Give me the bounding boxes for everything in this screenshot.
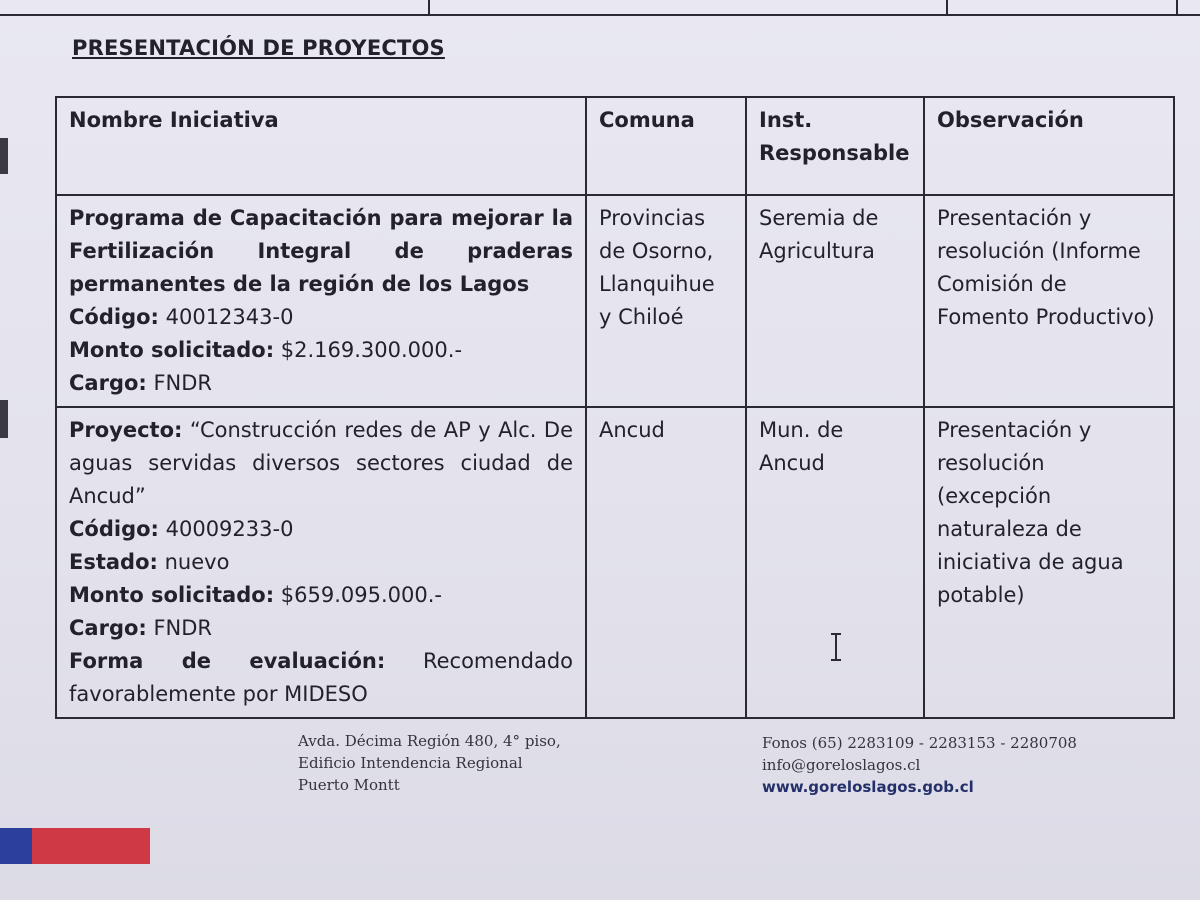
header-comuna: Comuna: [586, 97, 746, 195]
project-amount: Monto solicitado: $659.095.000.-: [69, 583, 442, 607]
project-title: Programa de Capacitación para mejorar la Fertilización Integral de praderas permanentes de la región de los Lagos: [69, 206, 573, 296]
project-title: Proyecto: “Construcción redes de AP y Alc. De aguas servidas diversos sectores ciudad de Ancud”: [69, 418, 573, 508]
cell-comuna: Provincias de Osorno, Llanquihue y Chiloé: [586, 195, 746, 407]
table-row: [56, 407, 1174, 718]
cell-iniciativa: [56, 407, 586, 718]
table-header-row: [56, 97, 1174, 195]
cell-observacion: Presentación y resolución (excepción naturaleza de iniciativa de agua potable): [924, 407, 1174, 718]
cell-institucion: Mun. de Ancud: [746, 407, 924, 718]
page-edge-mark: [0, 400, 8, 438]
footer-phones: Fonos (65) 2283109 - 2283153 - 2280708: [762, 734, 1077, 752]
header-nombre: Nombre Iniciativa: [56, 97, 586, 195]
cell-observacion: Presentación y resolución (Informe Comisión de Fomento Productivo): [924, 195, 1174, 407]
project-amount: Monto solicitado: $2.169.300.000.-: [69, 338, 463, 362]
project-evaluation: Forma de evaluación: Recomendado favorablemente por MIDESO: [69, 649, 573, 706]
project-status: Estado: nuevo: [69, 550, 230, 574]
footer-contact: [762, 732, 1077, 798]
cell-iniciativa: [56, 195, 586, 407]
page-title: PRESENTACIÓN DE PROYECTOS: [72, 36, 445, 60]
footer-email[interactable]: info@goreloslagos.cl: [762, 756, 921, 774]
header-observacion: Observación: [924, 97, 1174, 195]
text-cursor-icon: [828, 632, 844, 662]
footer-address: Avda. Décima Región 480, 4° piso, Edificio Intendencia Regional Puerto Montt: [298, 732, 561, 794]
cell-institucion: Seremia de Agricultura: [746, 195, 924, 407]
footer-website[interactable]: www.goreloslagos.gob.cl: [762, 778, 974, 796]
flag-red-block: [32, 828, 150, 864]
flag-blue-block: [0, 828, 32, 864]
top-table-border: [0, 0, 1200, 18]
page-edge-mark: [0, 138, 8, 174]
projects-table: [55, 96, 1175, 719]
project-code: Código: 40012343-0: [69, 305, 294, 329]
project-code: Código: 40009233-0: [69, 517, 294, 541]
project-charge: Cargo: FNDR: [69, 616, 213, 640]
project-charge: Cargo: FNDR: [69, 371, 213, 395]
header-institucion: Inst. Responsable: [746, 97, 924, 195]
cell-comuna: Ancud: [586, 407, 746, 718]
table-row: [56, 195, 1174, 407]
